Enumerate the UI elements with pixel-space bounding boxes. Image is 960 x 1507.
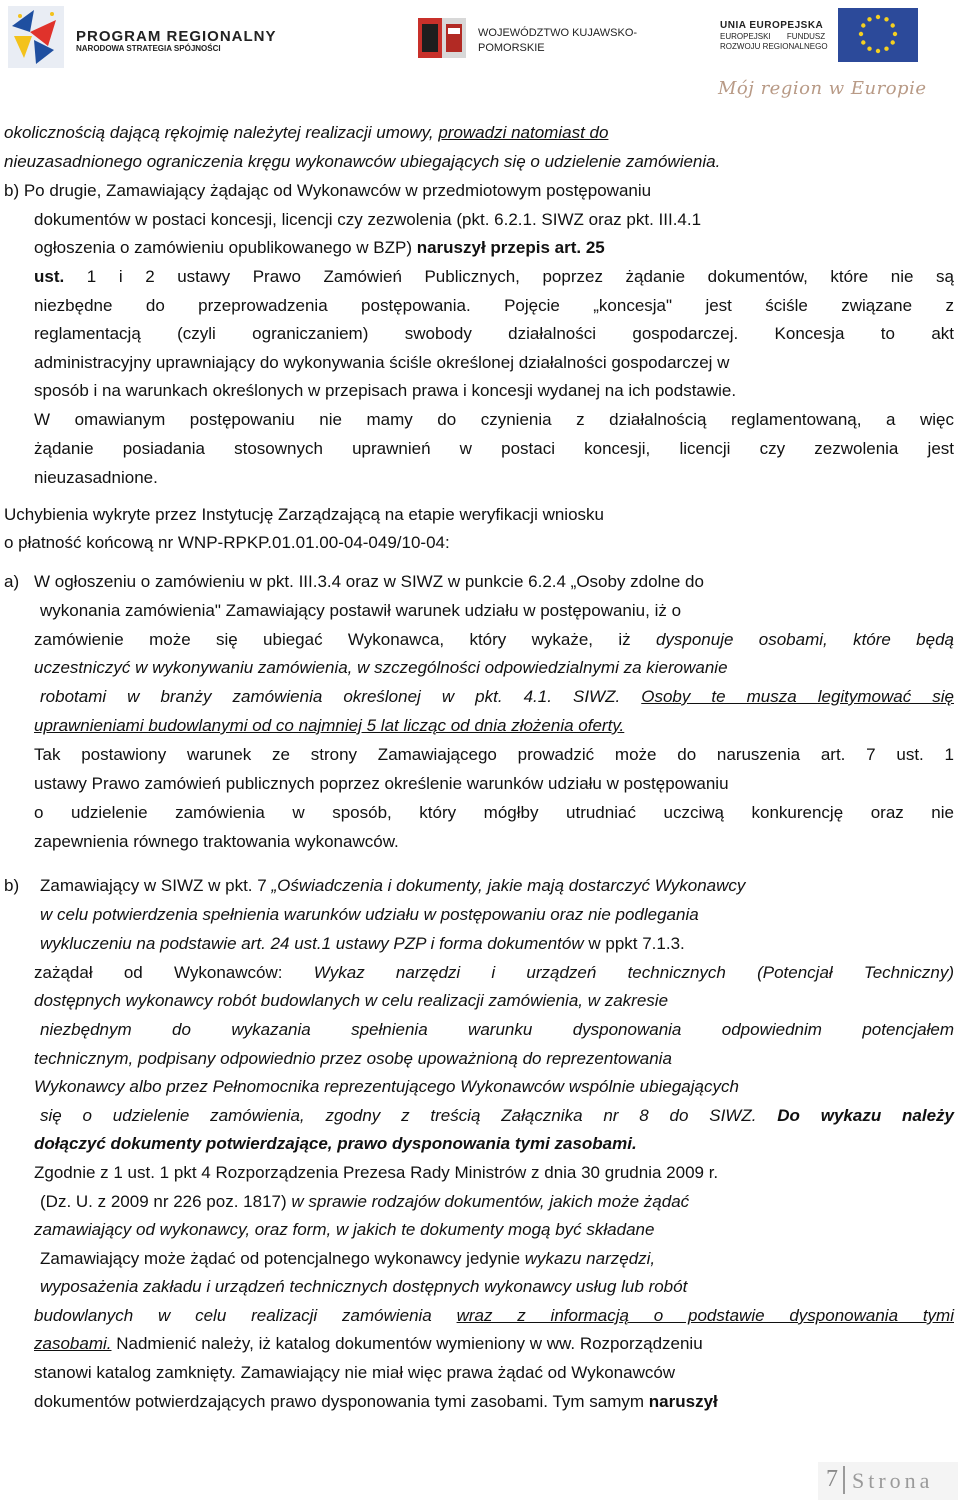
text-line: zażądał od Wykonawców: Wykaz narzędzi i urządzeń technicznych (Potencjał Techniczny) bbox=[34, 963, 954, 982]
eu-title: UNIA EUROPEJSKA bbox=[720, 20, 824, 31]
region-slogan: Mój region w Europie bbox=[718, 78, 927, 99]
text-line: zapewnienia równego traktowania wykonawców. bbox=[34, 832, 399, 851]
text-line: nieuzasadnione. bbox=[34, 468, 158, 487]
page-number: 7 bbox=[826, 1466, 838, 1492]
text-line: niezbędnym do wykazania spełnienia warunku dysponowania odpowiednim potencjałem bbox=[40, 1020, 954, 1039]
program-title: PROGRAM REGIONALNY bbox=[76, 28, 277, 45]
eu-fund-line-2: ROZWOJU REGIONALNEGO bbox=[720, 42, 828, 51]
text-line: w celu potwierdzenia spełnienia warunków udziału w postępowaniu oraz nie podlegania bbox=[40, 905, 699, 924]
text-line: dołączyć dokumenty potwierdzające, prawo dysponowania tymi zasobami. bbox=[34, 1134, 637, 1153]
text-line: o udzielenie zamówienia w sposób, który mógłby utrudniać uczciwą konkurencję oraz nie bbox=[34, 803, 954, 822]
text-line: stanowi katalog zamknięty. Zamawiający nie miał więc prawa żądać od Wykonawców bbox=[34, 1363, 676, 1382]
text-line: wyposażenia zakładu i urządzeń technicznych dostępnych wykonawcy usług lub robót bbox=[40, 1277, 688, 1296]
text-line: sposób i na warunkach określonych w przepisach prawa i koncesji wydanej na ich podstawie. bbox=[34, 381, 737, 400]
list-marker-a: a) bbox=[4, 572, 20, 591]
text-line: Zgodnie z 1 ust. 1 pkt 4 Rozporządzenia Prezesa Rady Ministrów z dnia 30 grudnia 2009 r. bbox=[34, 1163, 719, 1182]
program-regionalny-logo bbox=[8, 6, 64, 68]
text-line: wykluczeniu na podstawie art. 24 ust.1 ustawy PZP i forma dokumentów w ppkt 7.1.3. bbox=[40, 934, 685, 953]
page-label: Strona bbox=[852, 1468, 934, 1493]
text-line: ustawy Prawo zamówień publicznych poprzez określenie warunków udziału w postępowaniu bbox=[34, 774, 729, 793]
text-line: uprawnieniami budowlanymi od co najmniej 5 lat licząc od dnia złożenia oferty. bbox=[34, 716, 625, 735]
program-subtitle: NARODOWA STRATEGIA SPÓJNOŚCI bbox=[76, 44, 221, 53]
eu-flag-icon bbox=[838, 8, 918, 62]
text-line: Wykonawcy albo przez Pełnomocnika reprezentującego Wykonawców wspólnie ubiegających bbox=[34, 1077, 739, 1096]
footer-separator bbox=[843, 1466, 845, 1494]
text-line: ust. 1 i 2 ustawy Prawo Zamówień Publicznych, poprzez żądanie dokumentów, które nie są bbox=[34, 267, 954, 286]
text-line: uczestniczyć w wykonywaniu zamówienia, w szczególności odpowiedzialnymi za kierowanie bbox=[34, 658, 728, 677]
text-line: się o udzielenie zamówienia, zgodny z treścią Załącznika nr 8 do SIWZ. Do wykazu należy bbox=[40, 1106, 955, 1125]
text-line: W omawianym postępowaniu nie mamy do czynienia z działalnością reglamentowaną, a więc bbox=[34, 410, 954, 429]
text-line: ogłoszenia o zamówieniu opublikowanego w BZP) naruszył przepis art. 25 bbox=[34, 238, 605, 257]
text-line: nieuzasadnionego ograniczenia kręgu wykonawców ubiegających się o udzielenie zamówienia. bbox=[4, 152, 721, 171]
text-line: zamawiający od wykonawcy, oraz form, w jakich te dokumenty mogą być składane bbox=[34, 1220, 655, 1239]
text-line: Zamawiający w SIWZ w pkt. 7 „Oświadczenia i dokumenty, jakie mają dostarczyć Wykonawcy bbox=[40, 876, 746, 895]
voivodeship-crest bbox=[418, 18, 466, 58]
text-line: zamówienie może się ubiegać Wykonawca, który wykaże, iż dysponuje osobami, które będą bbox=[34, 630, 955, 649]
voivodeship-name: WOJEWÓDZTWO KUJAWSKO- POMORSKIE bbox=[478, 27, 638, 54]
text-line: dokumentów w postaci koncesji, licencji czy zezwolenia (pkt. 6.2.1. SIWZ oraz pkt. III.4.1 bbox=[34, 210, 702, 229]
text-line: administracyjny uprawniający do wykonywania ściśle określonej działalności gospodarczej w bbox=[34, 353, 730, 372]
text-line: Tak postawiony warunek ze strony Zamawiającego prowadzić może do naruszenia art. 7 ust. 1 bbox=[34, 745, 954, 764]
section-heading: Uchybienia wykryte przez Instytucję Zarządzającą na etapie weryfikacji wniosku bbox=[4, 505, 604, 524]
text-line: żądanie posiadania stosownych uprawnień w postaci koncesji, licencji czy zezwolenia jest bbox=[34, 439, 954, 458]
text-line: niezbędne do przeprowadzenia postępowania. Pojęcie „koncesja" jest ściśle związane z bbox=[34, 296, 954, 315]
text-line: wykonania zamówienia" Zamawiający postawił warunek udziału w postępowaniu, iż o bbox=[40, 601, 682, 620]
text-line: budowlanych w celu realizacji zamówienia wraz z informacją o podstawie dysponowania tymi bbox=[34, 1306, 954, 1325]
page-header bbox=[0, 0, 960, 110]
text-line: technicznym, podpisany odpowiednio przez osobę upoważnioną do reprezentowania bbox=[34, 1049, 672, 1068]
text-line: okolicznością dającą rękojmię należytej realizacji umowy, prowadzi natomiast do bbox=[4, 123, 609, 142]
section-heading: o płatność końcową nr WNP-RPKP.01.01.00-04-049/10-04: bbox=[4, 533, 450, 552]
eu-fund-line: EUROPEJSKI FUNDUSZ bbox=[720, 32, 826, 41]
text-line: W ogłoszeniu o zamówieniu w pkt. III.3.4 oraz w SIWZ w punkcie 6.2.4 „Osoby zdolne do bbox=[34, 572, 704, 591]
list-marker-b: b) bbox=[4, 876, 20, 895]
text-line: dostępnych wykonawcy robót budowlanych w celu realizacji zamówienia, w zakresie bbox=[34, 991, 669, 1010]
text-line: reglamentacją (czyli ograniczaniem) swobody działalności gospodarczej. Koncesja to akt bbox=[34, 324, 954, 343]
text-line: zasobami. Nadmienić należy, iż katalog dokumentów wymieniony w ww. Rozporządzeniu bbox=[34, 1334, 703, 1353]
text-line: (Dz. U. z 2009 nr 226 poz. 1817) w sprawie rodzajów dokumentów, jakich może żądać bbox=[40, 1192, 690, 1211]
text-line: robotami w branży zamówienia określonej w pkt. 4.1. SIWZ. Osoby te musza legitymować się bbox=[40, 687, 955, 706]
text-line: dokumentów potwierdzających prawo dysponowania tymi zasobami. Tym samym naruszył bbox=[34, 1392, 718, 1411]
text-line: Zamawiający może żądać od potencjalnego wykonawcy jedynie wykazu narzędzi, bbox=[40, 1249, 656, 1268]
text-line: b) Po drugie, Zamawiający żądając od Wykonawców w przedmiotowym postępowaniu bbox=[4, 181, 652, 200]
